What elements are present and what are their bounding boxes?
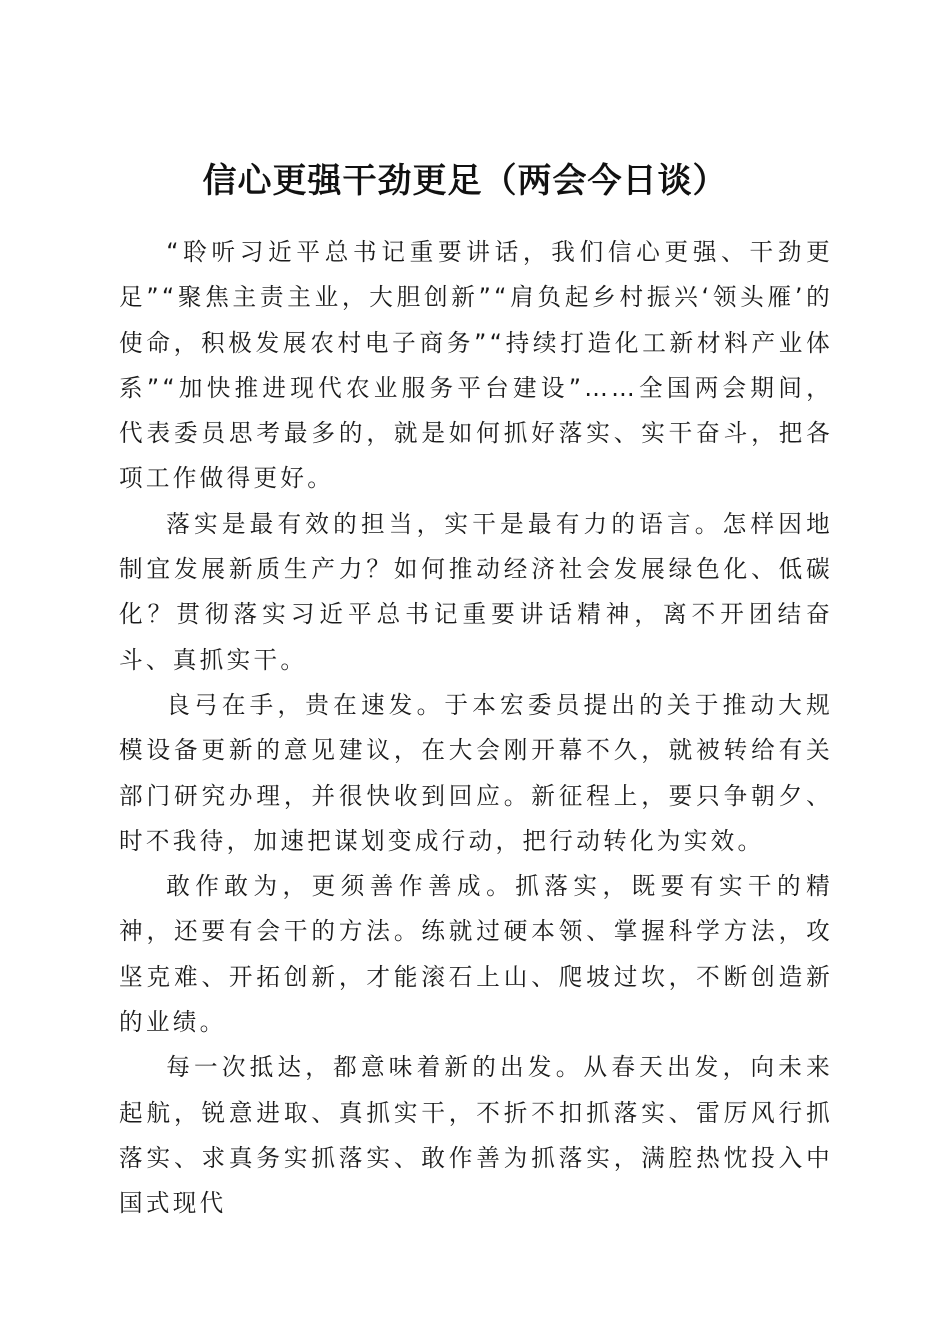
paragraph: 落实是最有效的担当，实干是最有力的语言。怎样因地制宜发展新质生产力？如何推动经济社会发展绿色化、低碳化？贯彻落实习近平总书记重要讲话精神，离不开团结奋斗、真抓实干。 <box>119 509 833 674</box>
document-title: 信心更强干劲更足（两会今日谈） <box>202 160 728 201</box>
paragraph: 良弓在手，贵在速发。于本宏委员提出的关于推动大规模设备更新的意见建议，在大会刚开幕不久，就被转给有关部门研究办理，并很快收到回应。新征程上，要只争朝夕、时不我待，加速把谋划变成行动，把行动转化为实效。 <box>119 690 833 855</box>
paragraph: 敢作敢为，更须善作善成。抓落实，既要有实干的精神，还要有会干的方法。练就过硬本领、掌握科学方法，攻坚克难、开拓创新，才能滚石上山、爬坡过坎，不断创造新的业绩。 <box>119 872 833 1037</box>
article-body <box>119 230 833 1227</box>
paragraph: “聆听习近平总书记重要讲话，我们信心更强、干劲更足”“聚焦主责主业，大胆创新”“肩负起乡村振兴‘领头雁’的使命，积极发展农村电子商务”“持续打造化工新材料产业体系”“加快推进现代农业服务平台建设”……全国两会期间，代表委员思考最多的，就是如何抓好落实、实干奋斗，把各项工作做得更好。 <box>119 238 833 493</box>
paragraph: 每一次抵达，都意味着新的出发。从春天出发，向未来起航，锐意进取、真抓实干，不折不扣抓落实、雷厉风行抓落实、求真务实抓落实、敢作善为抓落实，满腔热忱投入中国式现代 <box>119 1053 833 1218</box>
